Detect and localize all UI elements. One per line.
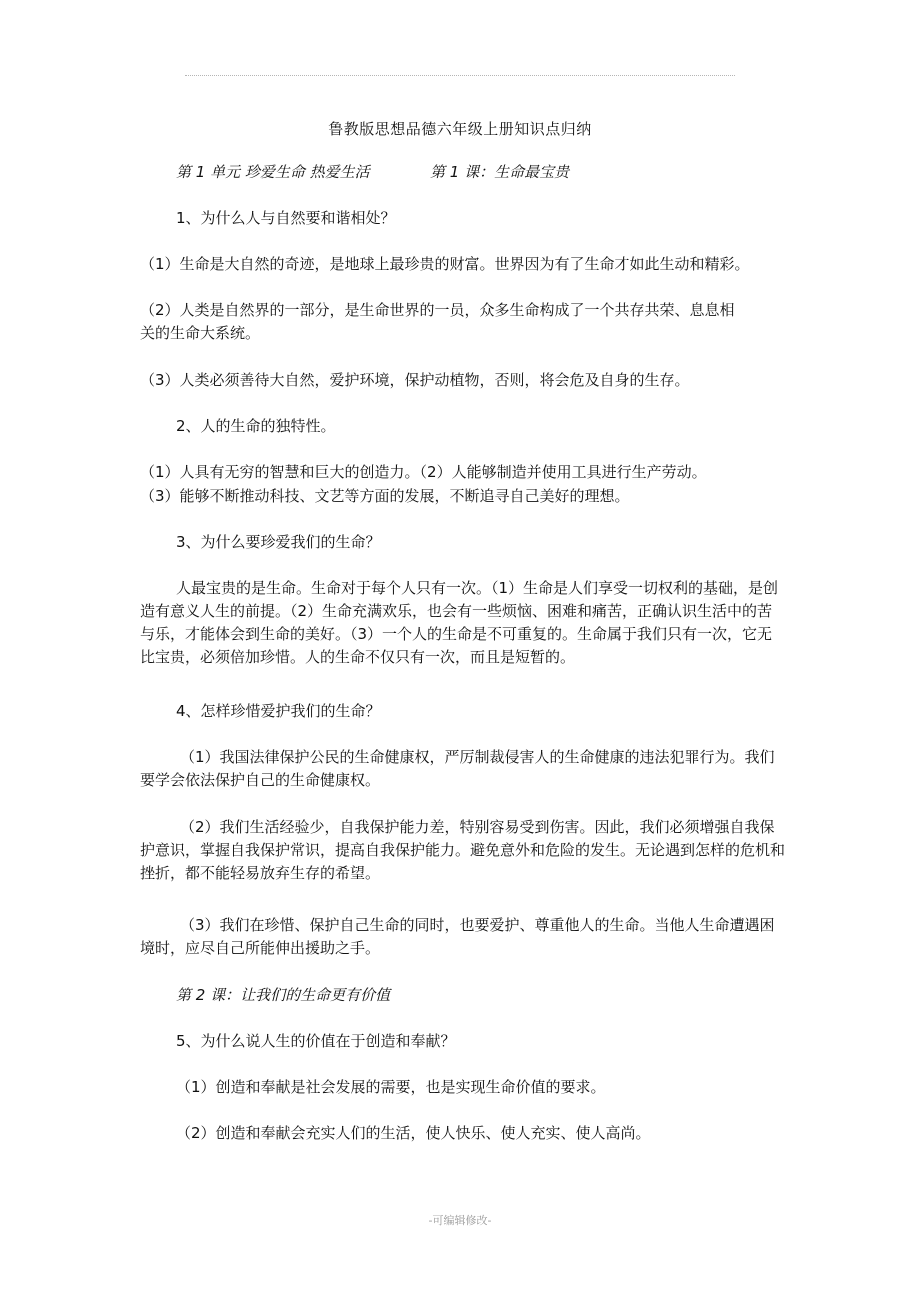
page-title: 鲁教版思想品德六年级上册知识点归纳	[328, 120, 592, 138]
answer-4-3: （3）我们在珍惜、保护自己生命的同时，也要爱护、尊重他人的生命。当他人生命遭遇困境时，应尽自己所能伸出援助之手。	[140, 916, 775, 957]
answer-3: 人最宝贵的是生命。生命对于每个人只有一次。（1）生命是人们享受一切权利的基础，是创造有意义人生的前提。（2）生命充满欢乐，也会有一些烦恼、困难和痛苦，正确认识生活中的苦与乐，才能体会到生命的美好。（3）一个人的生命是不可重复的。生命属于我们只有一次，它无比宝贵，必须倍加珍惜。人的生命不仅只有一次，而且是短暂的。	[140, 579, 779, 666]
footer-note: -可编辑修改-	[428, 1214, 492, 1227]
question-2: 2、人的生命的独特性。	[176, 417, 336, 435]
unit-heading: 第 1 单元 珍爱生命 热爱生活	[176, 163, 370, 181]
question-4: 4、怎样珍惜爱护我们的生命？	[176, 702, 381, 720]
answer-5-2: （2）创造和奉献会充实人们的生活，使人快乐、使人充实、使人高尚。	[176, 1124, 651, 1142]
lesson-1-heading: 第 1 课：生命最宝贵	[430, 163, 570, 181]
question-5: 5、为什么说人生的价值在于创造和奉献？	[176, 1032, 456, 1050]
answer-5-1: （1）创造和奉献是社会发展的需要，也是实现生命价值的要求。	[176, 1078, 606, 1096]
header-rule	[185, 75, 735, 76]
answer-1-2-line2: 关的生命大系统。	[140, 324, 261, 342]
answer-2-1: （1）人具有无穷的智慧和巨大的创造力。（2）人能够制造并使用工具进行生产劳动。	[140, 463, 707, 481]
answer-1-3: （3）人类必须善待大自然，爱护环境，保护动植物，否则，将会危及自身的生存。	[140, 371, 690, 389]
lesson-2-heading: 第 2 课：让我们的生命更有价值	[176, 986, 391, 1004]
question-1: 1、为什么人与自然要和谐相处？	[176, 209, 396, 227]
answer-1-1: （1）生命是大自然的奇迹，是地球上最珍贵的财富。世界因为有了生命才如此生动和精彩。	[140, 255, 750, 273]
question-3: 3、为什么要珍爱我们的生命？	[176, 533, 381, 551]
answer-4-2: （2）我们生活经验少，自我保护能力差，特别容易受到伤害。因此，我们必须增强自我保护意识，掌握自我保护常识，提高自我保护能力。避免意外和危险的发生。无论遇到怎样的危机和挫折，都不能轻易放弃生存的希望。	[140, 818, 786, 882]
answer-2-2: （3）能够不断推动科技、文艺等方面的发展，不断追寻自己美好的理想。	[140, 487, 630, 505]
answer-1-2-line1: （2）人类是自然界的一部分，是生命世界的一员，众多生命构成了一个共存共荣、息息相	[140, 301, 735, 319]
answer-4-1: （1）我国法律保护公民的生命健康权，严厉制裁侵害人的生命健康的违法犯罪行为。我们要学会依法保护自己的生命健康权。	[140, 748, 775, 789]
